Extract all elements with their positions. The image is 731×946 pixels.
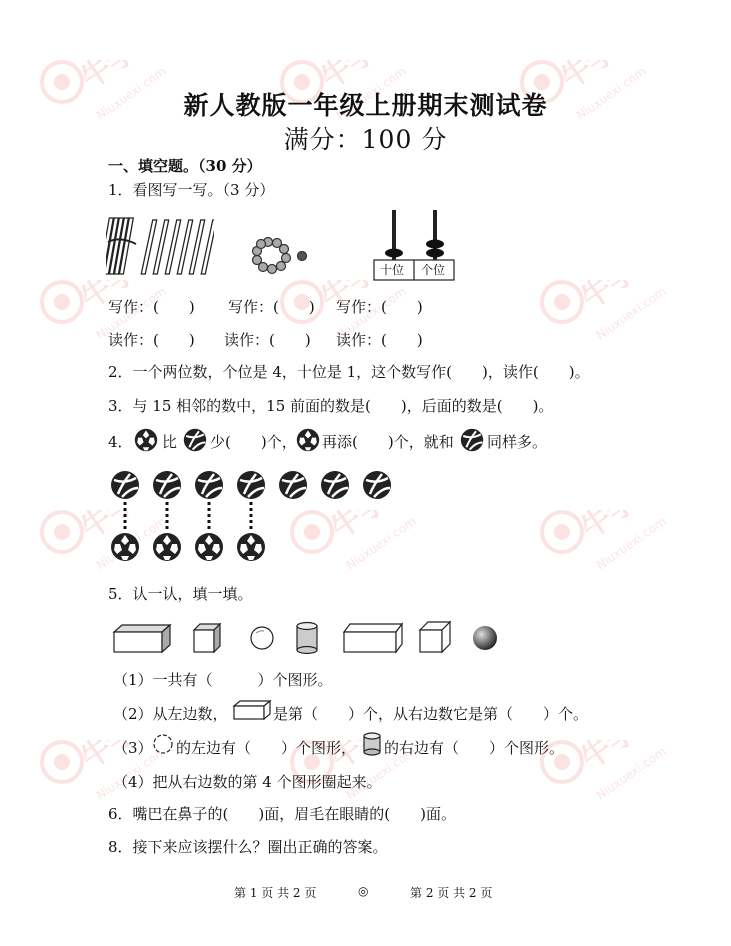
question-5-part-3-a: （3） xyxy=(113,739,153,757)
sticks-illustration xyxy=(106,214,214,280)
question-4-number: 4． xyxy=(108,433,133,451)
question-5: 5．认一认，填一填。 xyxy=(108,585,253,603)
soccer-ball-row xyxy=(111,533,265,561)
read-answer-2[interactable]: 读作：( ) xyxy=(224,331,311,349)
watermark-logo xyxy=(540,280,690,430)
shapes-row-illustration xyxy=(110,620,510,658)
question-6: 6．嘴巴在鼻子的( )面，眉毛在眼睛的( )面。 xyxy=(108,805,456,823)
question-5-part-3-c: 的右边有（ ）个图形。 xyxy=(384,739,565,757)
read-answer-1[interactable]: 读作：( ) xyxy=(108,331,195,349)
footer-page-left: 第 1 页 共 2 页 xyxy=(234,886,317,900)
write-answer-2[interactable]: 写作：( ) xyxy=(228,298,315,316)
write-answer-3[interactable]: 写作：( ) xyxy=(336,298,423,316)
page-title: 新人教版一年级上册期末测试卷 xyxy=(183,91,548,120)
volleyball-row xyxy=(111,471,391,499)
question-4-text-2: 少( )个， xyxy=(210,433,297,451)
volleyball-icon xyxy=(460,428,484,452)
abacus-label-ones: 个位 xyxy=(421,263,446,277)
watermark-logo xyxy=(540,740,690,890)
balls-comparison-illustration xyxy=(110,470,400,570)
question-5-part-1: （1）一共有（ ）个图形。 xyxy=(113,671,333,689)
cuboid-icon xyxy=(232,699,272,721)
soccer-ball-icon xyxy=(296,428,320,452)
footer-page-right: 第 2 页 共 2 页 xyxy=(410,886,493,900)
beads-illustration xyxy=(248,236,312,278)
write-answer-1[interactable]: 写作：( ) xyxy=(108,298,195,316)
volleyball-icon xyxy=(183,428,207,452)
read-answer-3[interactable]: 读作：( ) xyxy=(336,331,423,349)
question-1: 1．看图写一写。（3 分） xyxy=(108,181,275,199)
question-3: 3．与 15 相邻的数中，15 前面的数是( )，后面的数是( )。 xyxy=(108,397,554,415)
section-heading: 一、填空题。（30 分） xyxy=(108,157,262,175)
watermark-logo xyxy=(540,510,690,660)
question-5-part-2-b: 是第（ ）个，从右边数它是第（ ）个。 xyxy=(273,705,589,723)
page-subtitle: 满分：100 分 xyxy=(283,125,448,154)
question-4-text-4: 同样多。 xyxy=(487,433,548,451)
sphere-icon xyxy=(152,733,174,755)
cylinder-icon xyxy=(362,732,382,756)
question-5-part-3-b: 的左边有（ ）个图形， xyxy=(176,739,357,757)
question-5-part-4: （4）把从右边数的第 4 个图形圈起来。 xyxy=(113,773,382,791)
abacus-label-tens: 十位 xyxy=(380,263,405,277)
soccer-ball-icon xyxy=(134,428,158,452)
question-8: 8．接下来应该摆什么？圈出正确的答案。 xyxy=(108,838,388,856)
question-4-text-1: 比 xyxy=(162,433,178,451)
footer-separator: ◎ xyxy=(358,884,369,898)
question-2: 2．一个两位数，个位是 4，十位是 1，这个数写作( )，读作( )。 xyxy=(108,363,590,381)
question-5-part-2-a: （2）从左边数， xyxy=(113,705,228,723)
question-4-text-3: 再添( )个，就和 xyxy=(322,433,454,451)
